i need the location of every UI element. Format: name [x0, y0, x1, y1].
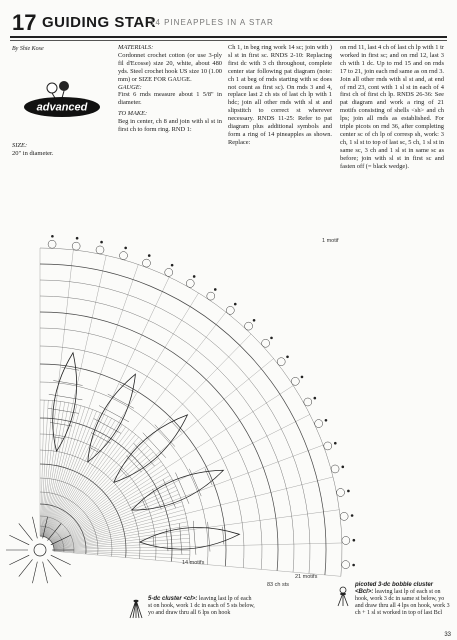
materials-paragraph: Cordonnet crochet cotton (or use 3-ply fil d'Ecosse) size 20, white, about 480 yds. Steel crochet hook US size 10 (1.00 mm) or SIZE FOR GAUGE. — [118, 51, 222, 83]
doily-chart — [6, 235, 355, 583]
byline: By Shie Kose — [12, 46, 44, 52]
label-twentyone-motifs: 21 motifs — [295, 574, 318, 580]
instructions-text-3: on rnd 11, last 4 ch of last ch lp with 1 tr worked in first sc; and on rnd 12, last 3 ch with 1 dc. Up to rnd 15 and on rnds 17 to 21, join each rnd same as on rnd 3. Join all other rnds with sl st and, at end of rnd 23, cont with 1 sl st in each of 4 first ch of first ch lp. RNDS 26-36: See pat diagram and work a ring of 21 motifs consisting of shells <sh> and ch lps; join all rnds as established. For triple picots on rnd 36, after completing center sc of ch lp of corresp sh, work: 3 ch, 1 sl st to top of last sc, 5 ch, 1 sl st in same sc, 3 ch and 1 sl st in same sc as before; join with sl st in first sc and fasten off (= black wedge). — [340, 44, 444, 170]
label-one-motif: 1 motif — [322, 238, 339, 244]
label-fourteen-motifs: 14 motifs — [182, 560, 205, 566]
materials-paragraph: TO MAKE: — [118, 110, 148, 118]
legend-bobble-cluster — [355, 582, 453, 617]
header-rule-thin — [10, 40, 447, 41]
label-ch-sts: 83 ch sts — [267, 582, 290, 588]
legend-5dc-cluster — [148, 596, 256, 617]
crochet-diagram — [0, 220, 457, 640]
header-rule — [10, 36, 447, 38]
cluster-symbol-icon — [128, 598, 144, 620]
legend-bobble-title: picoted 3-dc bobble cluster <Bcl>: — [355, 582, 434, 595]
legend-5dc-text: leaving last lp of each st on hook, work 1 dc in each of 5 sts below, yo and draw thru all 6 lps on hook — [148, 596, 255, 616]
page-number: 33 — [444, 632, 451, 638]
bobble-symbol-icon — [334, 586, 352, 608]
text-column-2 — [228, 44, 332, 147]
instructions-text-2: Ch 1, in beg ring work 14 sc; join with ) sl st in first sc. RNDS 2-10: Replacing first dc with 3 ch throughout, complete center star following pat diagram (note: ch 1 at beg of rnds starting with sc does not count as first sc). On rnds 3 and 4, replace last 2 ch sts of last ch lp with 1 hdc; join all other rnds with sl st and slipstitch to correct st wherever necessary. RNDS 11-25: Refer to pat diagram plus additional symbols and form a ring of 14 pineapples as shown. Replace: — [228, 44, 332, 146]
pattern-title: GUIDING STAR — [42, 14, 157, 31]
materials-paragraph: MATERIALS: — [118, 44, 154, 51]
badge-label: advanced — [36, 101, 88, 114]
text-column-3 — [340, 44, 444, 171]
size-heading: SIZE: — [12, 142, 28, 149]
materials-paragraph: GAUGE: — [118, 83, 142, 91]
star-icon — [47, 81, 69, 98]
size-value: 20" in diameter. — [12, 150, 54, 157]
text-column-materials — [118, 44, 222, 134]
header-banner: 14 PINEAPPLES IN A STAR — [150, 18, 274, 27]
legend-5dc-title: 5-dc cluster <cl>: — [148, 596, 198, 602]
pattern-number: 17 — [12, 10, 37, 35]
materials-paragraph: Beg in center, ch 8 and join with sl st in first ch to form ring. RND 1: — [118, 118, 222, 134]
legend-bobble-text: leaving last lp of each st on hook, work 3 dc in same st below, yo and draw thru all 4 lps on hook, work 3 ch + 1 sl st worked in top of last Bcl — [355, 589, 450, 616]
materials-paragraph: First 6 rnds measure about 1 5/8" in diameter. — [118, 91, 222, 107]
difficulty-badge — [22, 80, 102, 120]
